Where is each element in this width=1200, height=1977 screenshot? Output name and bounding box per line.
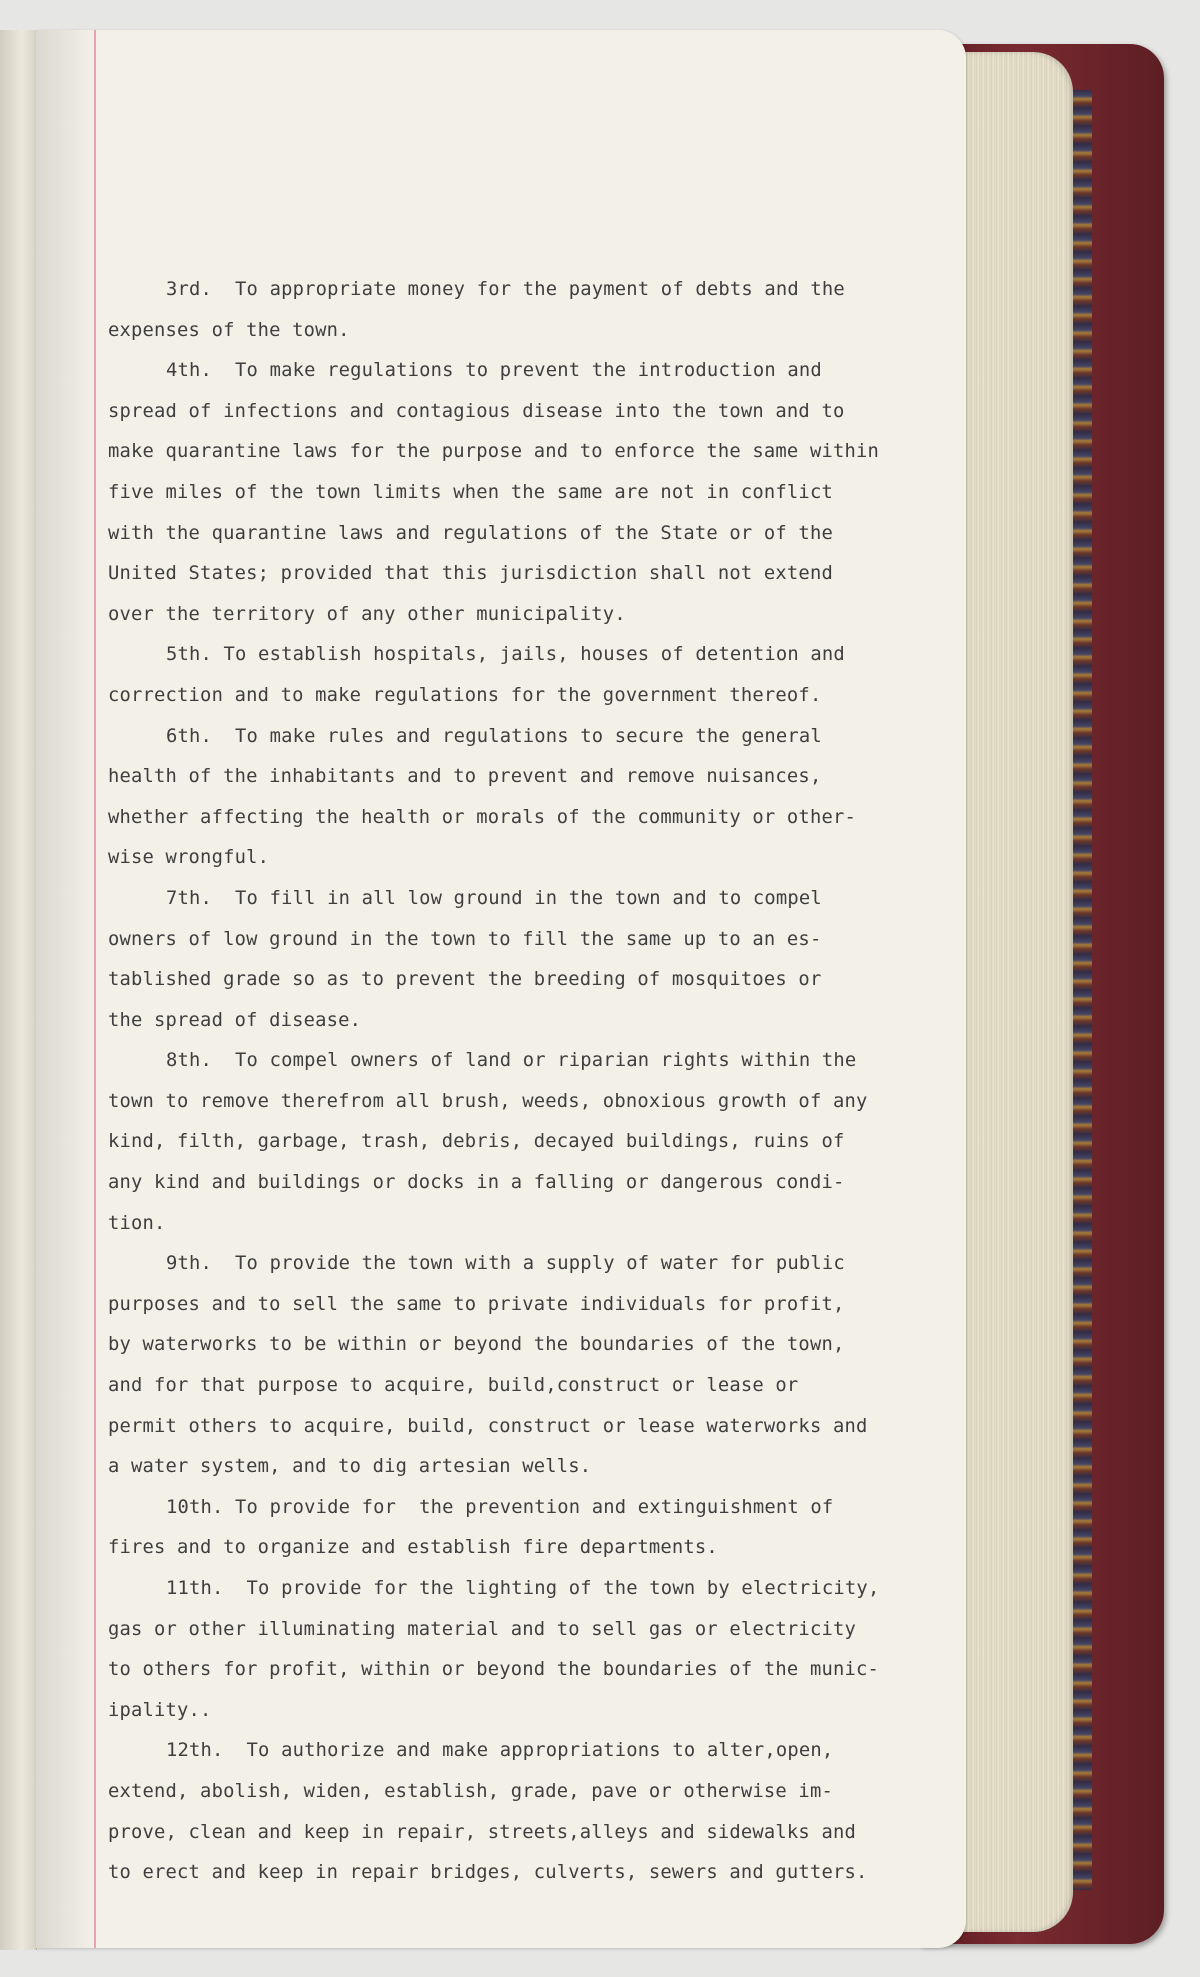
text-line: whether affecting the health or morals of the community or other- <box>108 806 856 828</box>
text-line: with the quarantine laws and regulations of the State or of the <box>108 522 833 544</box>
text-line: 10th. To provide for the prevention and extinguishment of <box>166 1496 834 1518</box>
text-line: gas or other illuminating material and to sell gas or electricity <box>108 1618 856 1640</box>
text-line: owners of low ground in the town to fill the same up to an es- <box>108 928 822 950</box>
text-line: expenses of the town. <box>108 319 350 341</box>
text-line: 7th. To fill in all low ground in the town and to compel <box>166 887 822 909</box>
text-line: 5th. To establish hospitals, jails, houses of detention and <box>166 644 845 666</box>
typed-text-block <box>108 270 908 1894</box>
text-line: tion. <box>108 1212 166 1234</box>
text-line: United States; provided that this jurisdiction shall not extend <box>108 563 833 585</box>
text-line: 9th. To provide the town with a supply of water for public <box>166 1253 845 1275</box>
binding-shadow <box>36 30 94 1948</box>
text-line: fires and to organize and establish fire departments. <box>108 1537 718 1559</box>
text-line: kind, filth, garbage, trash, debris, decayed buildings, ruins of <box>108 1131 845 1153</box>
text-line: make quarantine laws for the purpose and to enforce the same within <box>108 441 879 463</box>
text-line: wise wrongful. <box>108 847 270 869</box>
page-edges <box>955 52 1073 1932</box>
text-line: to others for profit, within or beyond the boundaries of the munic- <box>108 1659 879 1681</box>
margin-rule <box>94 30 96 1948</box>
text-line: purposes and to sell the same to private individuals for profit, <box>108 1293 845 1315</box>
text-line: by waterworks to be within or beyond the boundaries of the town, <box>108 1334 845 1356</box>
text-line: ipality.. <box>108 1699 212 1721</box>
text-line: over the territory of any other municipality. <box>108 603 626 625</box>
text-line: 11th. To provide for the lighting of the town by electricity, <box>166 1578 880 1599</box>
text-line: 3rd. To appropriate money for the payment of debts and the <box>166 279 845 300</box>
text-line: five miles of the town limits when the same are not in conflict <box>108 481 833 503</box>
text-line: correction and to make regulations for the government thereof. <box>108 684 822 706</box>
text-line: town to remove therefrom all brush, weeds, obnoxious growth of any <box>108 1090 868 1112</box>
text-line: 8th. To compel owners of land or riparian rights within the <box>166 1050 857 1072</box>
text-line: any kind and buildings or docks in a falling or dangerous condi- <box>108 1172 845 1194</box>
text-line: 12th. To authorize and make appropriations to alter,open, <box>166 1740 834 1762</box>
text-line: health of the inhabitants and to prevent and remove nuisances, <box>108 766 822 788</box>
left-page-edge <box>0 30 37 1950</box>
text-line: the spread of disease. <box>108 1009 362 1031</box>
text-line: a water system, and to dig artesian wells. <box>108 1456 592 1478</box>
text-line: to erect and keep in repair bridges, culverts, sewers and gutters. <box>108 1862 868 1884</box>
text-line: 4th. To make regulations to prevent the introduction and <box>166 360 822 382</box>
text-line: and for that purpose to acquire, build,construct or lease or <box>108 1375 799 1397</box>
text-line: 6th. To make rules and regulations to secure the general <box>166 725 822 747</box>
text-line: tablished grade so as to prevent the breeding of mosquitoes or <box>108 969 822 991</box>
text-line: prove, clean and keep in repair, streets,alleys and sidewalks and <box>108 1821 856 1843</box>
text-line: spread of infections and contagious disease into the town and to <box>108 400 845 422</box>
text-line: permit others to acquire, build, construct or lease waterworks and <box>108 1415 868 1437</box>
text-line: extend, abolish, widen, establish, grade, pave or otherwise im- <box>108 1780 833 1802</box>
